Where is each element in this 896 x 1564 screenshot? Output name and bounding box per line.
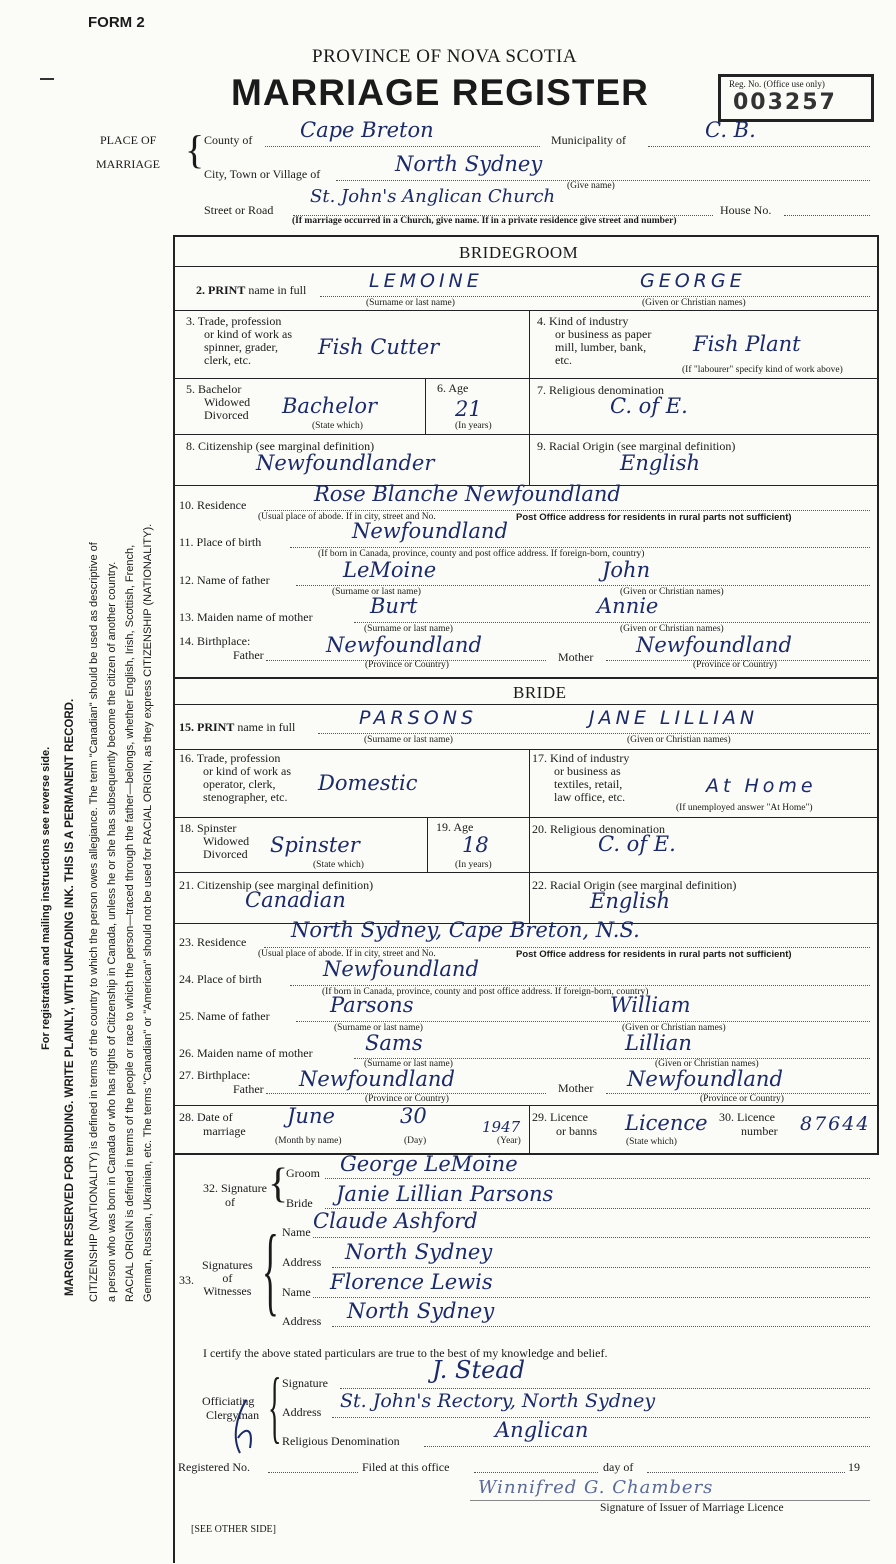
- brace-mark-2: {: [268, 1161, 289, 1207]
- brace-mark: {: [185, 127, 205, 172]
- issuer-caption: Signature of Issuer of Marriage Licence: [600, 1502, 784, 1514]
- bride-father-given: William: [610, 993, 691, 1017]
- cap-surname-3: (Surname or last name): [364, 624, 453, 634]
- groom-trade: Fish Cutter: [318, 335, 440, 359]
- q32-label: 32. Signature of: [203, 1181, 267, 1209]
- q19-label: 19. Age: [436, 820, 474, 834]
- groom-residence: Rose Blanche Newfoundland: [314, 482, 621, 506]
- q5-label: 5. Bachelor Widowed Divorced: [186, 382, 251, 422]
- q33-label: Signatures of Witnesses: [202, 1258, 253, 1298]
- q30-label: 30. Licence number: [719, 1110, 778, 1138]
- clergyman-address: St. John's Rectory, North Sydney: [340, 1390, 656, 1412]
- birthplace-caption: (If born in Canada, province, county and post office address. If foreign-born, country): [318, 549, 645, 559]
- groom-citizenship: Newfoundlander: [256, 451, 435, 475]
- groom-sig-label: Groom: [286, 1166, 320, 1180]
- cap-year: (Year): [497, 1136, 521, 1146]
- bride-surname: PARSONS: [359, 707, 477, 729]
- bride-birthplace: Newfoundland: [323, 957, 479, 981]
- groom-birthplace: Newfoundland: [352, 519, 508, 543]
- give-name-caption: (Give name): [567, 181, 615, 191]
- day-of-label: day of: [603, 1460, 634, 1474]
- q23-label: 23. Residence: [179, 935, 247, 949]
- bride-heading: BRIDE: [513, 683, 567, 702]
- groom-age: 21: [455, 397, 482, 421]
- q14-label: 14. Birthplace: Father: [179, 634, 264, 662]
- w2-name-label: Name: [282, 1285, 311, 1299]
- church-note: (If marriage occurred in a Church, give name. If in a private residence give street and number): [292, 216, 677, 226]
- q8-label: 8. Citizenship (see marginal definition): [186, 439, 375, 453]
- groom-religion: C. of E.: [610, 394, 688, 418]
- q18-label: 18. Spinster Widowed Divorced: [179, 821, 250, 861]
- brace-mark-4: {: [268, 1363, 282, 1451]
- certify-statement: I certify the above stated particulars are true to the best of my knowledge and belief.: [203, 1346, 608, 1360]
- see-other-side: [SEE OTHER SIDE]: [191, 1524, 276, 1535]
- mother-label-2: Mother: [558, 1081, 594, 1095]
- issuer-signature: Winnifred G. Chambers: [478, 1477, 714, 1498]
- addr-label: Address: [282, 1405, 322, 1419]
- q17-label: 17. Kind of industry or business as textiles, retail, law office, etc.: [532, 751, 630, 804]
- bride-racial: English: [590, 889, 671, 913]
- cap-day: (Day): [404, 1136, 427, 1146]
- mother-label: Mother: [558, 650, 594, 664]
- sig-label: Signature: [282, 1376, 328, 1390]
- groom-heading: BRIDEGROOM: [459, 243, 579, 262]
- licence-type: Licence: [625, 1111, 708, 1135]
- officiating-label: Officiating Clergyman: [202, 1394, 260, 1422]
- residence-caption-bold: Post Office address for residents in rural parts not sufficient): [516, 512, 792, 523]
- bride-mother-birthplace: Newfoundland: [627, 1067, 783, 1091]
- bride-mother-given: Lillian: [625, 1031, 692, 1055]
- reg-number-box: [718, 74, 874, 122]
- w1-address-label: Address: [282, 1255, 322, 1269]
- q12-label: 12. Name of father: [179, 573, 270, 587]
- witness2-name: Florence Lewis: [330, 1270, 493, 1294]
- bride-citizenship: Canadian: [245, 888, 346, 912]
- q3-label: 3. Trade, profession or kind of work as spinner, grader, clerk, etc.: [186, 314, 292, 367]
- groom-surname: LEMOINE: [369, 270, 483, 292]
- cap-state-which-3: (State which): [626, 1137, 677, 1147]
- groom-mother-birthplace: Newfoundland: [636, 633, 792, 657]
- q27-label: 27. Birthplace: Father: [179, 1068, 264, 1096]
- ink-mark: [226, 1398, 266, 1458]
- brace-mark-3: {: [262, 1214, 279, 1325]
- cap-prov-2: (Province or Country): [693, 660, 777, 670]
- bride-status: Spinster: [270, 833, 360, 857]
- in-years-caption-2: (In years): [455, 860, 492, 870]
- bride-given: JANE LILLIAN: [589, 707, 759, 729]
- witness2-address: North Sydney: [347, 1299, 495, 1323]
- birthplace-caption-2: (If born in Canada, province, county and post office address. If foreign-born, country): [322, 987, 649, 997]
- bride-age: 18: [462, 833, 489, 857]
- q20-label: 20. Religious denomination: [532, 822, 665, 836]
- marriage-day: 30: [400, 1104, 427, 1128]
- cap-surname-4: (Surname or last name): [364, 735, 453, 745]
- residence-caption-bold-2: Post Office address for residents in rural parts not sufficient): [516, 949, 792, 960]
- punch-mark: [40, 78, 54, 80]
- bride-religion: C. of E.: [598, 832, 676, 856]
- licence-number: 87644: [800, 1113, 871, 1135]
- side-citizenship-def-2: a person who was born in Canada or who has rights of Citizenship in Canada, unless he or she has subsequently become the citizen of another country.: [106, 561, 118, 1302]
- house-label: House No.: [720, 203, 772, 217]
- q21-label: 21. Citizenship (see marginal definition): [179, 878, 374, 892]
- bride-father-surname: Parsons: [330, 993, 414, 1017]
- marriage-month: June: [287, 1104, 335, 1128]
- w1-name-label: Name: [282, 1225, 311, 1239]
- q4-label: 4. Kind of industry or business as paper mill, lumber, bank, etc.: [537, 314, 652, 367]
- county-value: Cape Breton: [300, 118, 434, 142]
- cap-prov-1: (Province or Country): [365, 660, 449, 670]
- industry-note-2: (If unemployed answer "At Home"): [676, 803, 813, 813]
- cap-given-4: (Given or Christian names): [627, 735, 731, 745]
- cap-given: (Given or Christian names): [642, 298, 746, 308]
- denom-label: Religious Denomination: [282, 1434, 400, 1448]
- side-citizenship-def: CITIZENSHIP (NATIONALITY) is defined in terms of the country to which the person owes allegiance. The term "Canadian" should be used as descriptive of: [88, 542, 100, 1302]
- municipality-label: Municipality of: [551, 133, 626, 147]
- groom-given: GEORGE: [640, 270, 746, 292]
- q2-label: 2. PRINT name in full: [196, 283, 307, 297]
- bride-industry: At Home: [706, 775, 817, 797]
- place-of-label: PLACE OF: [100, 133, 157, 147]
- q15-label: 15. PRINT name in full: [179, 720, 296, 734]
- groom-signature: George LeMoine: [340, 1152, 518, 1176]
- bride-signature: Janie Lillian Parsons: [336, 1182, 554, 1206]
- year-19-label: 19: [848, 1460, 860, 1474]
- side-instructions: For registration and mailing instructions see reverse side.: [40, 746, 52, 1050]
- cap-given-5: (Given or Christian names): [622, 1023, 726, 1033]
- side-margin-notice: MARGIN RESERVED FOR BINDING. WRITE PLAINLY, WITH UNFADING INK. THIS IS A PERMANENT RECORD.: [64, 698, 76, 1296]
- cap-surname-5: (Surname or last name): [334, 1023, 423, 1033]
- q24-label: 24. Place of birth: [179, 972, 262, 986]
- street-value: St. John's Anglican Church: [310, 186, 556, 207]
- state-which-caption-2: (State which): [313, 860, 364, 870]
- witness1-address: North Sydney: [345, 1240, 493, 1264]
- street-label: Street or Road: [204, 203, 274, 217]
- cap-given-2: (Given or Christian names): [620, 587, 724, 597]
- q6-label: 6. Age: [437, 381, 469, 395]
- bride-residence: North Sydney, Cape Breton, N.S.: [291, 918, 640, 942]
- groom-father-surname: LeMoine: [343, 558, 437, 582]
- q7-label: 7. Religious denomination: [537, 383, 664, 397]
- province-heading: PROVINCE OF NOVA SCOTIA: [312, 46, 578, 67]
- cap-surname: (Surname or last name): [366, 298, 455, 308]
- residence-caption: (Usual place of abode. If in city, street and No.: [258, 512, 436, 522]
- page-title: MARRIAGE REGISTER: [231, 72, 649, 113]
- form-number: FORM 2: [88, 14, 145, 31]
- q33-num: 33.: [179, 1273, 194, 1287]
- q13-label: 13. Maiden name of mother: [179, 610, 313, 624]
- reg-number-label: Reg. No. (Office use only): [729, 79, 825, 89]
- q9-label: 9. Racial Origin (see marginal definition): [537, 439, 736, 453]
- county-label: County of: [204, 133, 253, 147]
- q29-label: 29. Licence or banns: [532, 1110, 597, 1138]
- groom-father-given: John: [602, 558, 651, 582]
- municipality-value: C. B.: [705, 118, 756, 142]
- bride-sig-label: Bride: [286, 1196, 313, 1210]
- city-label: City, Town or Village of: [204, 167, 321, 181]
- marriage-year: 1947: [482, 1118, 521, 1136]
- q25-label: 25. Name of father: [179, 1009, 270, 1023]
- q22-label: 22. Racial Origin (see marginal definition): [532, 878, 737, 892]
- in-years-caption: (In years): [455, 421, 492, 431]
- q11-label: 11. Place of birth: [179, 535, 262, 549]
- clergyman-signature: J. Stead: [432, 1356, 525, 1384]
- q26-label: 26. Maiden name of mother: [179, 1046, 313, 1060]
- groom-status: Bachelor: [282, 394, 378, 418]
- bride-trade: Domestic: [318, 771, 418, 795]
- cap-given-3: (Given or Christian names): [620, 624, 724, 634]
- cap-surname-2: (Surname or last name): [332, 587, 421, 597]
- q28-label: 28. Date of marriage: [179, 1110, 246, 1138]
- groom-racial: English: [620, 451, 701, 475]
- cap-prov-4: (Province or Country): [700, 1094, 784, 1104]
- filed-label: Filed at this office: [362, 1460, 450, 1474]
- state-which-caption: (State which): [312, 421, 363, 431]
- q16-label: 16. Trade, profession or kind of work as operator, clerk, stenographer, etc.: [179, 751, 291, 804]
- witness1-name: Claude Ashford: [313, 1209, 478, 1233]
- city-value: North Sydney: [395, 152, 543, 176]
- w2-address-label: Address: [282, 1314, 322, 1328]
- bride-mother-surname: Sams: [365, 1031, 423, 1055]
- cap-given-6: (Given or Christian names): [655, 1059, 759, 1069]
- groom-mother-surname: Burt: [370, 594, 418, 618]
- residence-caption-2: (Usual place of abode. If in city, street and No.: [258, 949, 436, 959]
- cap-prov-3: (Province or Country): [365, 1094, 449, 1104]
- groom-father-birthplace: Newfoundland: [326, 633, 482, 657]
- marriage-label: MARRIAGE: [96, 157, 161, 171]
- clergyman-denomination: Anglican: [495, 1418, 589, 1442]
- industry-note: (If "labourer" specify kind of work above): [682, 365, 843, 375]
- side-racial-def-2: German, Russian, Ukrainian, etc. The terms "Canadian" or "American" should not be used for RACIAL ORIGIN, as they express CITIZENSHIP (NATIONALITY).: [142, 523, 154, 1302]
- reg-number: 003257: [733, 90, 837, 115]
- bride-father-birthplace: Newfoundland: [299, 1067, 455, 1091]
- cap-surname-6: (Surname or last name): [364, 1059, 453, 1069]
- groom-mother-given: Annie: [597, 594, 659, 618]
- registered-label: Registered No.: [178, 1460, 250, 1474]
- groom-industry: Fish Plant: [693, 332, 801, 356]
- side-racial-def: RACIAL ORIGIN is defined in terms of the people or race to which the person—traced through the father—belongs, whether English, Irish, Scottish, French,: [124, 544, 136, 1302]
- cap-month: (Month by name): [275, 1136, 342, 1146]
- q10-label: 10. Residence: [179, 498, 247, 512]
